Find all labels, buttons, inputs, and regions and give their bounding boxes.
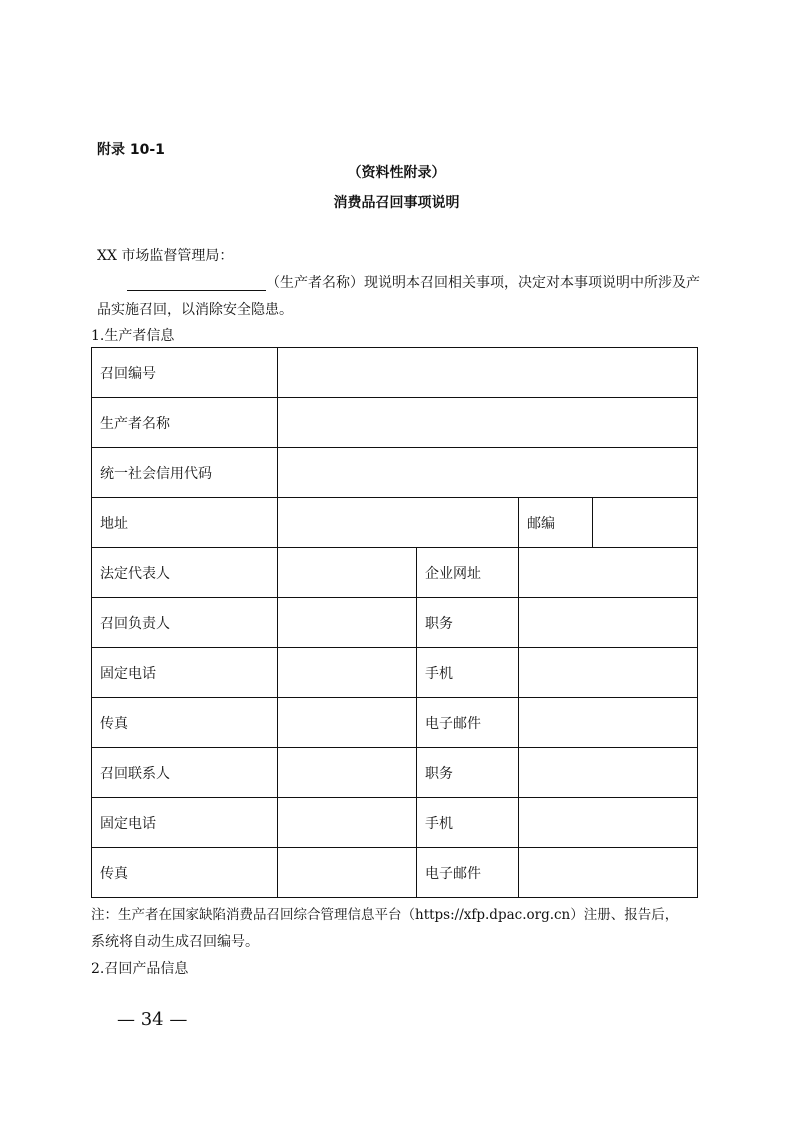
recall-contact-label: 召回联系人 [92,748,278,798]
note-line-2: 系统将自动生成召回编号。 [91,934,259,950]
addressee: XX 市场监督管理局： [97,248,234,264]
contact-phone-label: 固定电话 [92,798,278,848]
producer-name-field[interactable] [278,398,698,448]
email-label: 电子邮件 [417,698,519,748]
position-label: 职务 [417,598,519,648]
contact-email-label: 电子邮件 [417,848,519,898]
recall-head-label: 召回负责人 [92,598,278,648]
fax-field[interactable] [278,698,417,748]
website-field[interactable] [519,548,698,598]
contact-fax-label: 传真 [92,848,278,898]
letter-line-1: （生产者名称）现说明本召回相关事项，决定对本事项说明中所涉及产 [266,275,700,291]
table-row [92,748,698,798]
postcode-label: 邮编 [519,498,593,548]
address-label: 地址 [92,498,278,548]
contact-position-field[interactable] [519,748,698,798]
contact-position-label: 职务 [417,748,519,798]
legal-rep-field[interactable] [278,548,417,598]
letter-line-2: 品实施召回，以消除安全隐患。 [97,302,293,318]
postcode-field[interactable] [593,498,698,548]
recall-number-field[interactable] [278,348,698,398]
producer-name-label: 生产者名称 [92,398,278,448]
contact-phone-field[interactable] [278,798,417,848]
recall-number-label: 召回编号 [92,348,278,398]
table-row [92,348,698,398]
contact-fax-field[interactable] [278,848,417,898]
table-row [92,648,698,698]
fax-label: 传真 [92,698,278,748]
table-row [92,398,698,448]
recall-head-field[interactable] [278,598,417,648]
appendix-label: 附录 10-1 [97,142,165,158]
mobile-label: 手机 [417,648,519,698]
document-title: 消费品召回事项说明 [333,195,460,211]
email-field[interactable] [519,698,698,748]
phone-field[interactable] [278,648,417,698]
producer-info-table [91,347,698,898]
recall-contact-field[interactable] [278,748,417,798]
table-row [92,798,698,848]
page-number: — 34 — [117,1009,188,1030]
section2-title: 2.召回产品信息 [91,961,189,977]
table-row [92,598,698,648]
credit-code-field[interactable] [278,448,698,498]
address-field[interactable] [278,498,519,548]
contact-mobile-label: 手机 [417,798,519,848]
position-field[interactable] [519,598,698,648]
website-label: 企业网址 [417,548,519,598]
producer-name-blank[interactable] [127,290,266,291]
contact-mobile-field[interactable] [519,798,698,848]
contact-email-field[interactable] [519,848,698,898]
phone-label: 固定电话 [92,648,278,698]
table-row [92,848,698,898]
legal-rep-label: 法定代表人 [92,548,278,598]
table-row [92,548,698,598]
table-row [92,698,698,748]
table-row [92,448,698,498]
section1-title: 1.生产者信息 [91,328,175,344]
note-line-1: 注：生产者在国家缺陷消费品召回综合管理信息平台（https://xfp.dpac.org.cn）注册、报告后， [91,907,679,923]
credit-code-label: 统一社会信用代码 [92,448,278,498]
mobile-field[interactable] [519,648,698,698]
informative-label: （资料性附录） [347,165,446,181]
table-row [92,498,698,548]
